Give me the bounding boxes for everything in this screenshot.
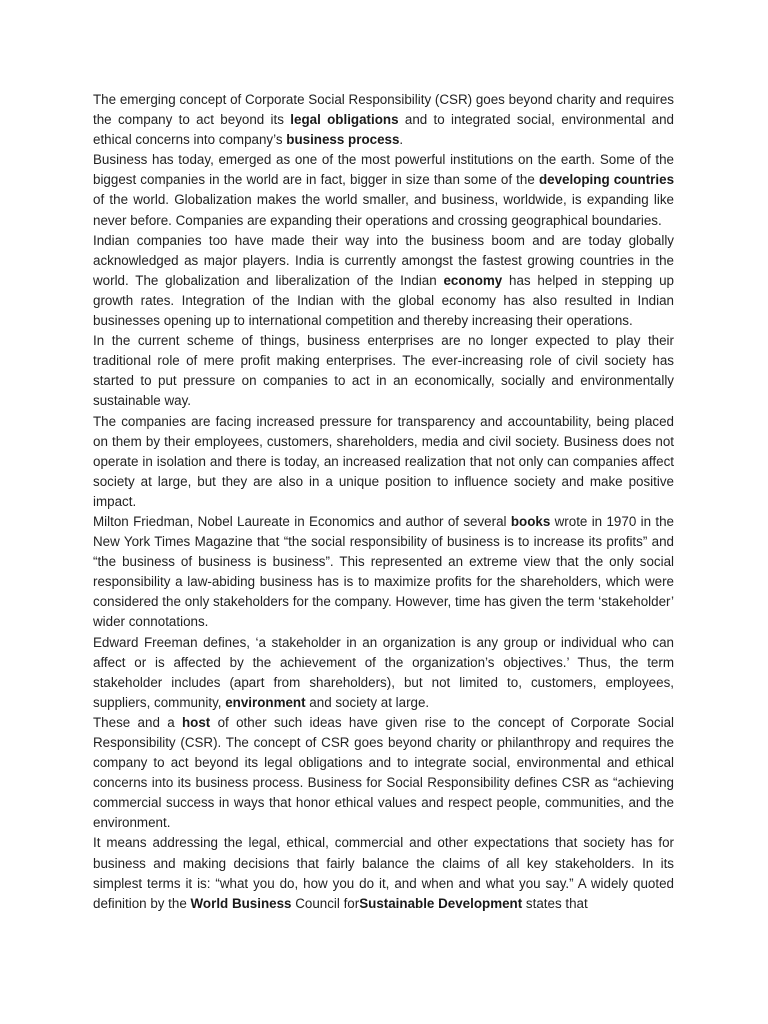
text-run: wrote in 1970 in the New York Times Magazine that “the social responsibility of business is to increase its profits” and “the business of business is business”. This represented an extreme view that the only social responsibility a law-abiding business has is to maximize profits for the shareholders, which were considered the only stakeholders for the company. However, time has given the term ‘stakeholder’ wider connotations. xyxy=(93,513,674,630)
bold-term: economy xyxy=(443,272,503,288)
paragraph xyxy=(93,633,674,713)
paragraph xyxy=(93,231,674,331)
document-body xyxy=(93,90,674,914)
text-run: . xyxy=(399,132,404,148)
bold-term: business process xyxy=(286,132,400,148)
text-run: states that xyxy=(522,895,588,911)
paragraph xyxy=(93,512,674,633)
paragraph xyxy=(93,150,674,230)
paragraph xyxy=(93,90,674,150)
text-run: Edward Freeman defines, ‘a stakeholder in an organization is any group or individual who can affect or is affected by the achievement of the organization’s objectives.’ Thus, the term stakeholder includes (apart from shareholders), but not limited to, customers, employees, suppliers, community, xyxy=(93,634,674,710)
text-run: Business has today, emerged as one of the most powerful institutions on the earth. Some of the biggest companies in the world are in fact, bigger in size than some of the xyxy=(93,152,674,188)
text-run: and to integrated social, environmental and ethical concerns into company’s xyxy=(93,112,674,148)
text-run: Indian companies too have made their way into the business boom and are today globally acknowledged as major players. India is currently amongst the fastest growing countries in the world. The globalization and liberalization of the Indian xyxy=(93,232,674,288)
bold-term: World Business xyxy=(190,895,292,911)
paragraph xyxy=(93,833,674,913)
bold-term: Sustainable Development xyxy=(359,895,523,911)
text-run: The emerging concept of Corporate Social Responsibility (CSR) goes beyond charity and requires the company to act beyond its xyxy=(93,92,674,128)
text-run: Milton Friedman, Nobel Laureate in Economics and author of several xyxy=(93,513,511,529)
paragraph xyxy=(93,331,674,411)
text-run: These and a xyxy=(93,714,182,730)
bold-term: legal obligations xyxy=(290,112,399,128)
text-run: In the current scheme of things, business enterprises are no longer expected to play their traditional role of mere profit making enterprises. The ever-increasing role of civil society has started to put pressure on companies to act in an economically, socially and environmentally sustainable way. xyxy=(93,333,674,409)
text-run: It means addressing the legal, ethical, commercial and other expectations that society has for business and making decisions that fairly balance the claims of all key stakeholders. In its simplest terms it is: “what you do, how you do it, and when and what you say.” A widely quoted definition by the xyxy=(93,835,674,911)
paragraph xyxy=(93,412,674,512)
bold-term: host xyxy=(182,714,211,730)
text-run: of the world. Globalization makes the world smaller, and business, worldwide, is expanding like never before. Companies are expanding their operations and crossing geographical boundaries. xyxy=(93,192,674,228)
text-run: Council for xyxy=(291,895,360,911)
bold-term: environment xyxy=(225,694,306,710)
text-run: of other such ideas have given rise to the concept of Corporate Social Responsibility (CSR). The concept of CSR goes beyond charity or philanthropy and requires the company to act beyond its legal obligations and to integrate social, environmental and ethical concerns into its business process. Business for Social Responsibility defines CSR as “achieving commercial success in ways that honor ethical values and respect people, communities, and the environment. xyxy=(93,714,675,831)
paragraph xyxy=(93,713,674,834)
text-run: The companies are facing increased pressure for transparency and accountability, being placed on them by their employees, customers, shareholders, media and civil society. Business does not operate in isolation and there is today, an increased realization that not only can companies affect society at large, but they are also in a unique position to influence society and make positive impact. xyxy=(93,413,674,509)
text-run: and society at large. xyxy=(305,694,430,710)
text-run: has helped in stepping up growth rates. Integration of the Indian with the global economy has also resulted in Indian businesses opening up to international competition and thereby increasing their operations. xyxy=(93,272,674,329)
bold-term: developing countries xyxy=(538,172,675,188)
bold-term: books xyxy=(510,513,551,529)
